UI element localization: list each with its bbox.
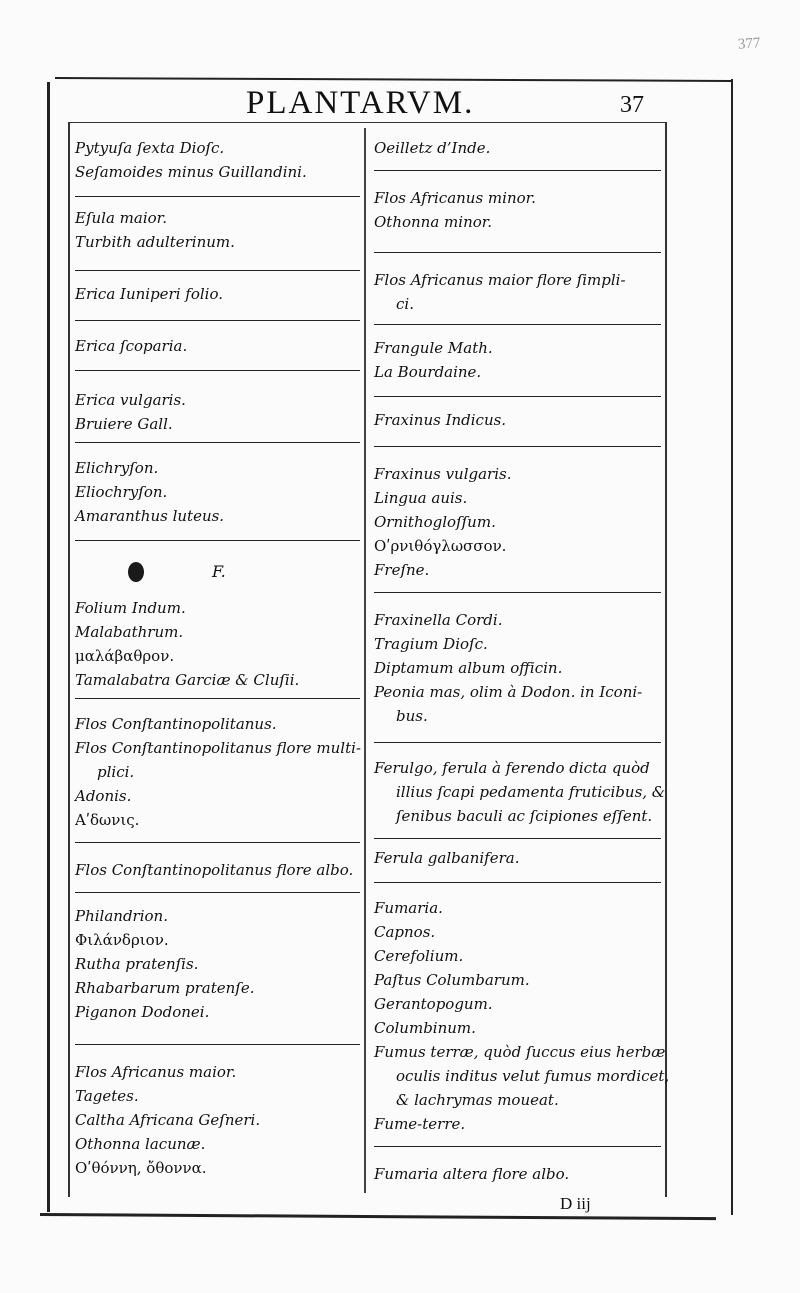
entry-line: Lingua auis.: [374, 489, 468, 507]
entry-line: Turbith adulterinum.: [75, 233, 235, 251]
running-title: PLANTARVM.: [246, 85, 475, 121]
entry-line: Seſamoides minus Guillandini.: [75, 163, 307, 181]
entry-line: Flos Africanus maior flore ſimpli-: [374, 271, 626, 289]
entry-rule: [75, 1044, 360, 1045]
inner-right-rule: [665, 122, 667, 1197]
column-divider: [364, 128, 366, 1193]
entry-line: Erica Iuniperi folio.: [75, 285, 224, 303]
entry-line: Rhabarbarum pratenſe.: [75, 979, 255, 997]
entry-line: Paſtus Columbarum.: [374, 971, 530, 989]
entry-line: Cerefolium.: [374, 947, 464, 965]
page-number: 37: [620, 92, 644, 118]
entry-line: & lachrymas moueat.: [396, 1091, 559, 1109]
entry-fumaria-altera: [374, 1162, 661, 1186]
frame-right-rule: [731, 79, 733, 1215]
entry-erica-iuniperi: [75, 282, 360, 306]
entry-line: Erica vulgaris.: [75, 391, 186, 409]
entry-line: Oeilletz d’Inde.: [374, 139, 491, 157]
entry-line: Adonis.: [75, 787, 132, 805]
entry-fumaria: [374, 896, 670, 1136]
entry-line: plici.: [97, 763, 135, 781]
entry-line: Fraxinella Cordi.: [374, 611, 503, 629]
frame-left-rule: [47, 82, 50, 1212]
entry-line: Flos Conſtantinopolitanus.: [75, 715, 277, 733]
entry-rule: [374, 1146, 661, 1147]
section-letter-f: F.: [212, 562, 226, 581]
entry-rule: [374, 882, 661, 883]
entry-line: Columbinum.: [374, 1019, 476, 1037]
entry-line: Capnos.: [374, 923, 436, 941]
entry-line: illius ſcapi pedamenta fruticibus, &: [396, 783, 666, 801]
entry-rule: [374, 446, 661, 447]
entry-erica-vulgaris: [75, 388, 360, 436]
entry-rule: [75, 442, 360, 443]
entry-fraxinella: [374, 608, 661, 728]
entry-rule: [75, 540, 360, 541]
entry-line: Ferula galbanifera.: [374, 849, 520, 867]
entry-line: ſenibus baculi ac ſcipiones eſſent.: [396, 807, 653, 825]
entry-line: ci.: [396, 295, 414, 313]
entry-line: Fumaria.: [374, 899, 443, 917]
entry-fraxinus-indicus: [374, 408, 661, 432]
signature-mark: D iij: [560, 1194, 591, 1213]
entry-ferulgo: [374, 756, 666, 828]
entry-rule: [75, 370, 360, 371]
entry-line: Rutha pratenſis.: [75, 955, 199, 973]
manuscript-page-number: 377: [736, 35, 761, 53]
entry-line-greek: μαλάβαθρον.: [75, 647, 175, 665]
entry-line: Fume-terre.: [374, 1115, 466, 1133]
title-rule: [68, 122, 665, 123]
entry-line-greek: Φιλάνδριον.: [75, 931, 169, 949]
entry-line: Flos Conſtantinopolitanus flore albo.: [75, 861, 354, 879]
entry-line-greek: Oʹθόννη, ὄθοννα.: [75, 1159, 207, 1177]
entry-rule: [75, 842, 360, 843]
entry-line: Fumus terræ, quòd ſuccus eius herbæ: [374, 1043, 666, 1061]
entry-line: Malabathrum.: [75, 623, 184, 641]
entry-line: bus.: [396, 707, 428, 725]
entry-line: Bruiere Gall.: [75, 415, 173, 433]
inner-left-rule: [68, 122, 70, 1197]
ink-blot: [128, 562, 144, 582]
entry-rule: [75, 320, 360, 321]
entry-line: Fraxinus vulgaris.: [374, 465, 512, 483]
entry-line: Peonia mas, olim à Dodon. in Iconi-: [374, 683, 643, 701]
entry-ferula-galbanifera: [374, 846, 661, 870]
frame-top-rule: [55, 77, 731, 82]
entry-line: Frangule Math.: [374, 339, 493, 357]
entry-flos-africanus-minor: [374, 186, 661, 234]
entry-rule: [75, 196, 360, 197]
entry-rule: [374, 396, 661, 397]
entry-line: Othonna lacunæ.: [75, 1135, 206, 1153]
entry-flos-africanus-simplici: [374, 268, 661, 316]
frame-bottom-rule: [40, 1213, 716, 1220]
entry-line: Tagetes.: [75, 1087, 139, 1105]
entry-line: Othonna minor.: [374, 213, 493, 231]
entry-rule: [374, 742, 661, 743]
entry-rule: [75, 698, 360, 699]
entry-line: Folium Indum.: [75, 599, 186, 617]
entry-line: Ferulgo, ferula à ferendo dicta quòd: [374, 759, 650, 777]
entry-line: Caltha Africana Geſneri.: [75, 1111, 261, 1129]
entry-rule: [75, 270, 360, 271]
entry-line: Eliochryſon.: [75, 483, 168, 501]
entry-line: Diptamum album officin.: [374, 659, 563, 677]
entry-line: Fraxinus Indicus.: [374, 411, 507, 429]
entry-rule: [75, 892, 360, 893]
entry-frangule: [374, 336, 661, 384]
entry-fraxinus-vulgaris: [374, 462, 661, 582]
entry-line: Flos Africanus minor.: [374, 189, 536, 207]
entry-line: Elichryſon.: [75, 459, 159, 477]
entry-folium-indum: [75, 596, 360, 692]
entry-line: Piganon Dodonei.: [75, 1003, 210, 1021]
entry-rule: [374, 592, 661, 593]
entry-line: Pytyuſa ſexta Dioſc.: [75, 139, 225, 157]
entry-line: oculis inditus velut fumus mordicet,: [396, 1067, 670, 1085]
entry-line: Philandrion.: [75, 907, 168, 925]
entry-erica-scoparia: [75, 334, 360, 358]
entry-flos-africanus-maior: [75, 1060, 360, 1180]
entry-pytyusa: [75, 136, 360, 184]
entry-flos-constantinopolitanus: [75, 712, 360, 832]
entry-line-greek: Aʹδωνις.: [75, 811, 140, 829]
entry-line: Amaranthus luteus.: [75, 507, 225, 525]
entry-rule: [374, 252, 661, 253]
entry-rule: [374, 838, 661, 839]
entry-line-greek: Oʹρνιθόγλωσσον.: [374, 537, 507, 555]
entry-line: Flos Conſtantinopolitanus flore multi-: [75, 739, 361, 757]
entry-flos-const-albo: [75, 858, 360, 882]
entry-oeilletz: [374, 136, 661, 160]
entry-line: Erica ſcoparia.: [75, 337, 188, 355]
entry-rule: [374, 170, 661, 171]
entry-line: Eſula maior.: [75, 209, 167, 227]
entry-line: Gerantopogum.: [374, 995, 493, 1013]
entry-line: Tamalabatra Garciæ & Cluſii.: [75, 671, 300, 689]
entry-line: Flos Africanus maior.: [75, 1063, 237, 1081]
entry-rule: [374, 324, 661, 325]
entry-line: Fumaria altera flore albo.: [374, 1165, 570, 1183]
entry-esula: [75, 206, 360, 254]
entry-line: Tragium Dioſc.: [374, 635, 488, 653]
entry-line: La Bourdaine.: [374, 363, 482, 381]
entry-elichryson: [75, 456, 360, 528]
entry-line: Ornithogloſſum.: [374, 513, 496, 531]
entry-philandrion: [75, 904, 360, 1024]
entry-line: Freſne.: [374, 561, 430, 579]
